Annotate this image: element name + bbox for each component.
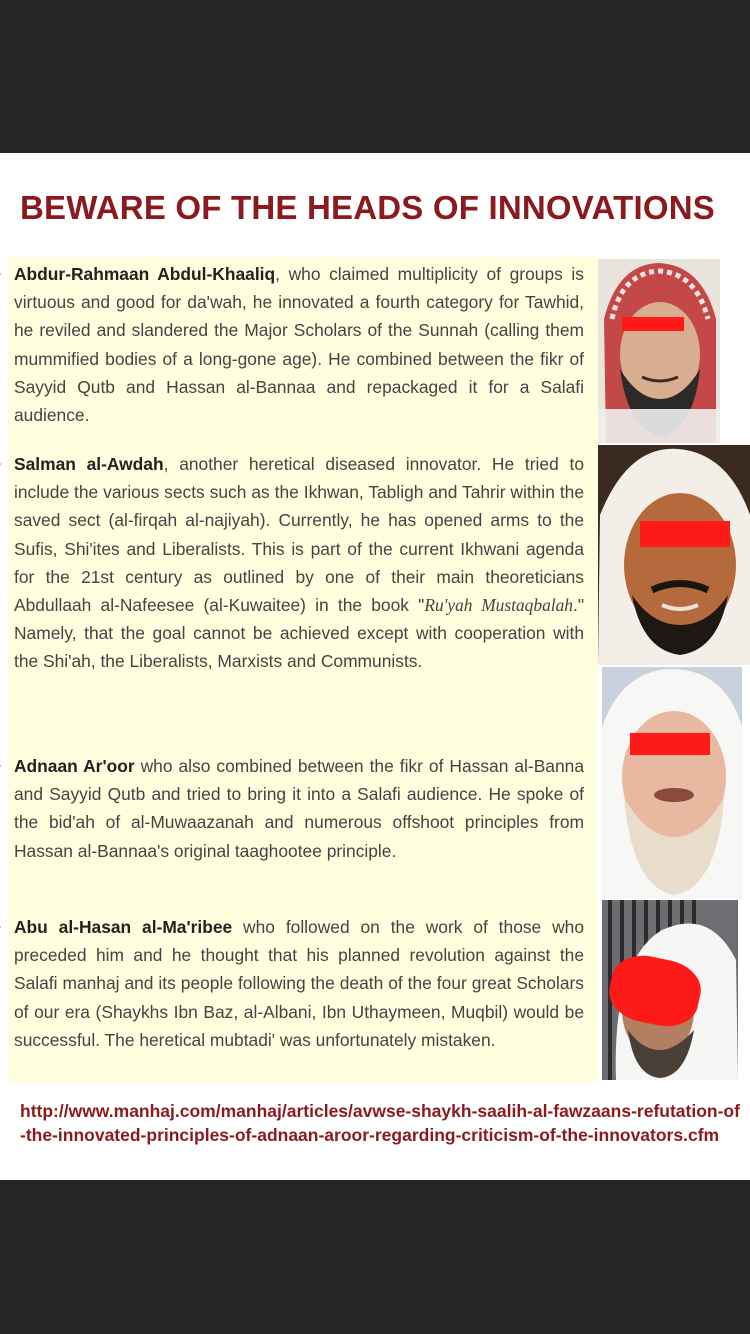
- person-name: Abu al-Hasan al-Ma'ribee: [14, 917, 233, 937]
- source-url-link[interactable]: http://www.manhaj.com/manhaj/articles/avwse-shaykh-saalih-al-fawzaans-refutation-of-the-innovated-principles-of-adnaan-aroor-regarding-criticism-of-the-innovators.cfm: [20, 1101, 740, 1145]
- list-item-abdul-khaaliq: [14, 260, 584, 429]
- entry-text: , another heretical diseased innovator. He tried to include the various sects such as the Ikhwan, Tabligh and Tahrir within the saved sect (al-firqah al-najiyah). Currently, he has opened arms to the Sufis, Shi'ites and Liberalists. This is part of the current Ikhwani agenda for the 21st century as outlined by one of their main theoreticians Abdullaah al-Nafeesee (al-Kuwaitee) in the book ": [14, 454, 584, 616]
- list-item-aroor: [14, 752, 584, 865]
- entry-text: who also combined between the fikr of Hassan al-Banna and Sayyid Qutb and tried to bring it into a Salafi audience. He spoke of the bid'ah of al-Muwaazanah and numerous offshoot principles from Hassan al-Bannaa's original taaghootee principle.: [14, 756, 584, 861]
- book-title: Ru'yah Mustaqbalah: [424, 595, 573, 616]
- redaction-bar: [630, 733, 710, 755]
- bullet: [0, 450, 1, 478]
- entry-text: who followed on the work of those who preceded him and he thought that his planned revolution against the Salafi manhaj and its people following the death of the four great Scholars of our era (Shaykhs Ibn Baz, al-Albani, Ibn Uthaymeen, Muqbil) would be successful. The heretical mubtadi' was unfortunately mistaken.: [14, 917, 584, 1050]
- person-name: Adnaan Ar'oor: [14, 756, 135, 776]
- redaction-bar: [622, 317, 684, 331]
- portrait-1-image: [598, 259, 720, 443]
- infographic-card: [0, 153, 750, 1180]
- list-item-al-awdah: [14, 450, 584, 676]
- person-name: Abdur-Rahmaan Abdul-Khaaliq: [14, 264, 276, 284]
- portrait-3: [602, 667, 742, 899]
- portrait-2-image: [598, 445, 750, 665]
- portrait-2: [598, 445, 750, 665]
- bullet: [0, 260, 1, 288]
- bullet: [0, 752, 1, 780]
- entry-text-end: ." Namely, that the goal cannot be achieved except with cooperation with the Shi'ah, the Liberalists, Marxists and Communists.: [14, 595, 585, 672]
- bullet: [0, 913, 1, 941]
- portrait-1: [598, 259, 720, 443]
- portrait-4: [602, 900, 738, 1080]
- portrait-3-image: [602, 667, 742, 899]
- list-item-al-maribee: [14, 913, 584, 1054]
- person-name: Salman al-Awdah: [14, 454, 164, 474]
- redaction-bar: [640, 521, 730, 547]
- entry-text: , who claimed multiplicity of groups is virtuous and good for da'wah, he innovated a fourth category for Tawhid, he reviled and slandered the Major Scholars of the Sunnah (calling them mummified bodies of a long-gone age). He combined between the fikr of Sayyid Qutb and Hassan al-Bannaa and repackaged it for a Salafi audience.: [14, 264, 584, 426]
- page-title: BEWARE OF THE HEADS OF INNOVATIONS: [20, 189, 715, 226]
